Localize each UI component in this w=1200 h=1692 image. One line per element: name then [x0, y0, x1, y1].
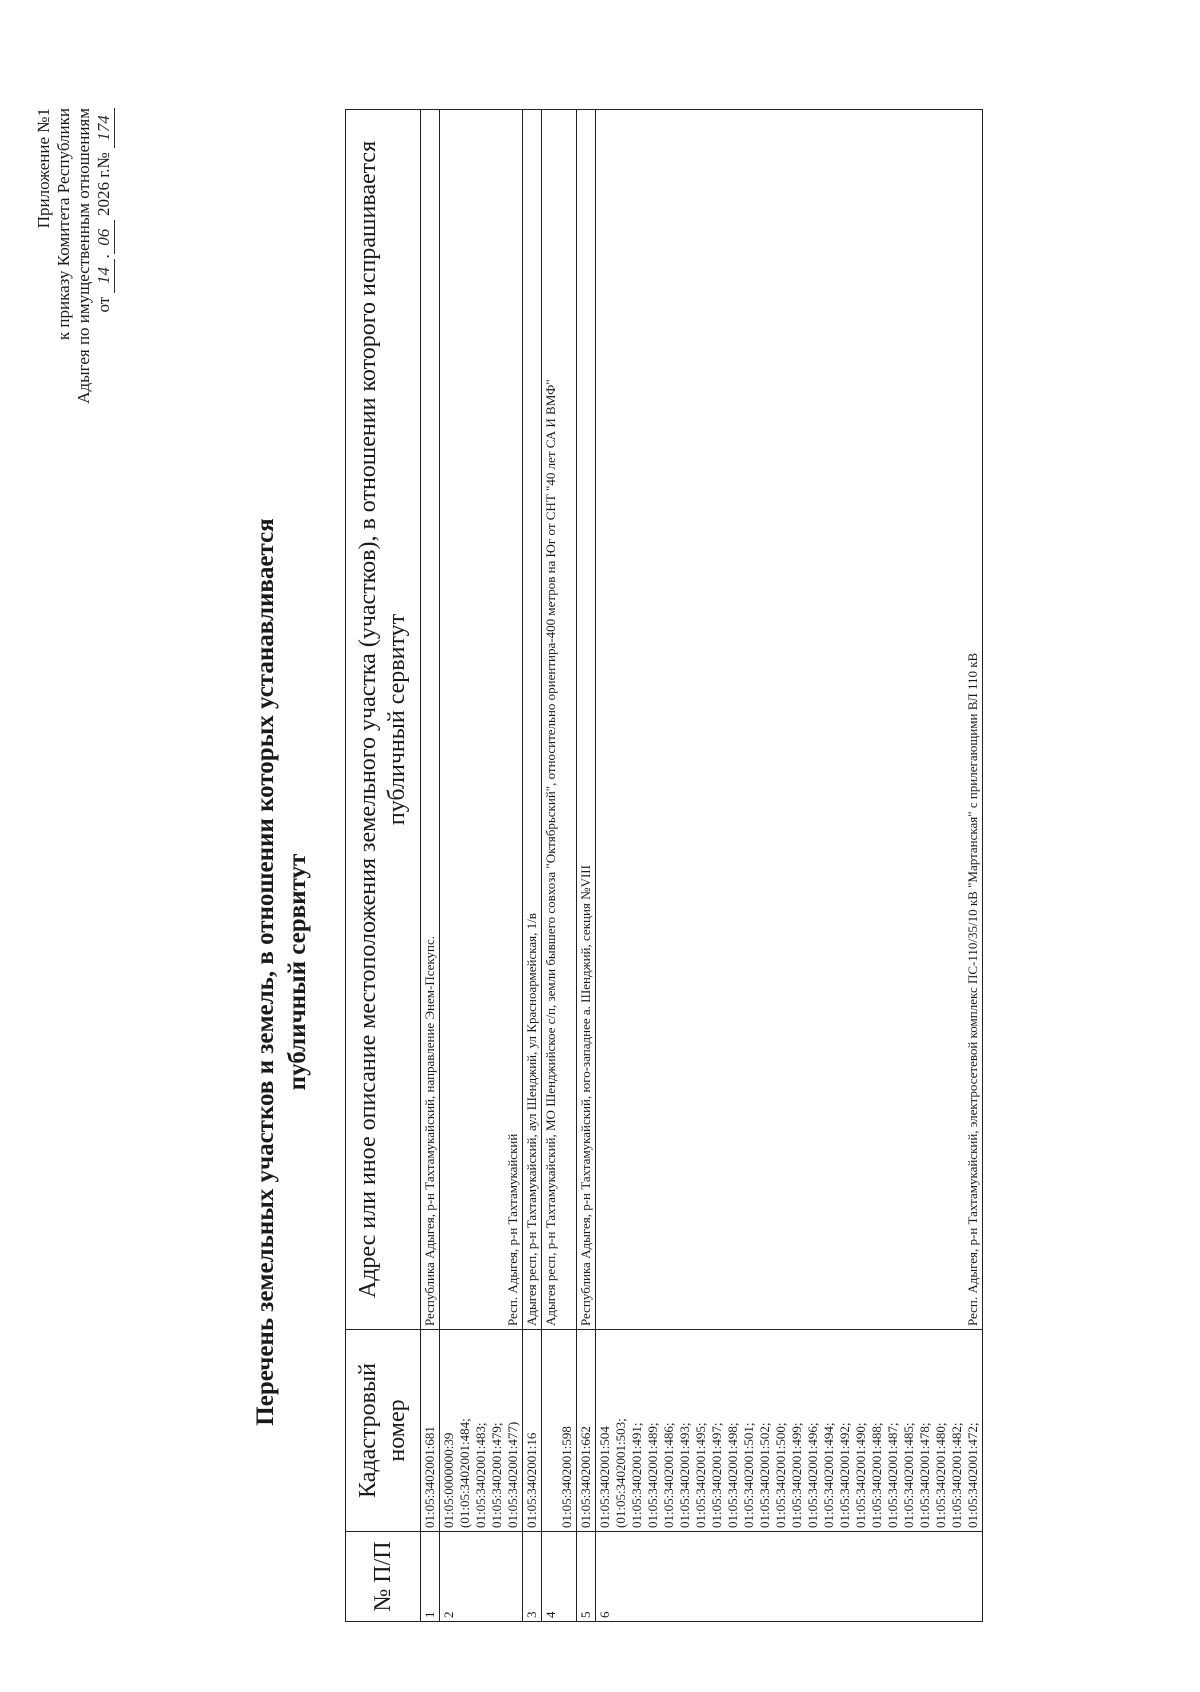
header-cadastral-number: Кадастровый номер — [346, 1330, 421, 1532]
cadastral-number-cell — [440, 1330, 523, 1532]
cadastral-number: 01:05:3402001:598 — [559, 1426, 574, 1528]
document-title-line1: Перечень земельных участков и земель, в отношении которых устанавливается — [252, 518, 279, 1426]
cadastral-number: 01:05:3402001:472; — [965, 1422, 980, 1528]
cadastral-number: 01:05:3402001:502; — [757, 1422, 772, 1528]
land-plots-table — [345, 109, 983, 1622]
cadastral-number: 01:05:3402001:497; — [709, 1422, 724, 1528]
table-row — [577, 110, 596, 1622]
row-number: 1 — [421, 1532, 440, 1622]
cadastral-number — [543, 1333, 559, 1528]
cadastral-number: 01:05:3402001:490; — [853, 1422, 868, 1528]
address-cell — [421, 110, 440, 1330]
document-title — [250, 422, 314, 1522]
cadastral-number: 01:05:3402001:488; — [869, 1422, 884, 1528]
address-cell — [542, 110, 577, 1330]
cadastral-number: 01:05:3402001:483; — [473, 1422, 488, 1528]
order-date-line: от 14.06 2026 г.№ 174 — [94, 108, 115, 404]
cadastral-number: 01:05:3402001:495; — [693, 1422, 708, 1528]
cadastral-number: 01:05:3402001:478; — [917, 1422, 932, 1528]
address-text: Адыгея респ, р-н Тахтамукайский, МО Шенджийское с/п, земли бывшего совхоза "Октябрьский", относительно ориентира-400 метров на Юг от СНТ "40 лет СА И ВМФ" — [543, 379, 558, 1326]
order-reference: к приказу Комитета Республики — [54, 108, 73, 341]
cadastral-number: 01:05:3402001:16 — [524, 1432, 539, 1528]
address-cell — [596, 110, 983, 1330]
table-header-row — [346, 110, 421, 1622]
row-number: 4 — [542, 1532, 577, 1622]
cadastral-number-cell — [577, 1330, 596, 1532]
cadastral-number: 01:05:3402001:486; — [661, 1422, 676, 1528]
document-title-line2: публичный сервитут — [284, 853, 311, 1091]
cadastral-number: 01:05:3402001:500; — [773, 1422, 788, 1528]
cadastral-number-cell — [596, 1330, 983, 1532]
cadastral-number: 01:05:3402001:477) — [505, 1421, 520, 1528]
table-row — [596, 110, 983, 1622]
appendix-header — [34, 108, 115, 404]
cadastral-number: 01:05:3402001:492; — [837, 1422, 852, 1528]
cadastral-number: 01:05:0000000:39 — [441, 1432, 456, 1528]
header-address: Адрес или иное описание местоположения земельного участка (участков), в отношении которого испрашивается публичный сервитут — [346, 110, 421, 1330]
date-prefix: от — [94, 296, 113, 313]
table-row — [421, 110, 440, 1622]
cadastral-number: 01:05:3402001:489; — [645, 1422, 660, 1528]
cadastral-number: 01:05:3402001:496; — [805, 1422, 820, 1528]
address-cell — [440, 110, 523, 1330]
address-text: Республика Адыгея, р-н Тахтамукайский, направление Энем-Псекупс. — [422, 935, 437, 1326]
committee-name: Адыгея по имущественным отношениям — [74, 108, 93, 404]
cadastral-number-cell — [421, 1330, 440, 1532]
cadastral-number: 01:05:3402001:479; — [489, 1422, 504, 1528]
date-month-handwritten: 06 — [94, 220, 115, 254]
row-number: 3 — [523, 1532, 542, 1622]
cadastral-number: 01:05:3402001:498; — [725, 1422, 740, 1528]
row-number: 5 — [577, 1532, 596, 1622]
date-day-handwritten: 14 — [94, 259, 115, 293]
address-text: Адыгея респ, р-н Тахтамукайский, аул Шенджий, ул Красноармейская, 1/в — [524, 913, 539, 1326]
cadastral-number: 01:05:3402001:681 — [422, 1426, 437, 1528]
row-number: 6 — [596, 1532, 983, 1622]
cadastral-number: (01:05:3402001:503; — [613, 1418, 628, 1528]
table-row — [542, 110, 577, 1622]
cadastral-number-cell — [542, 1330, 577, 1532]
address-text-bottom: Респ. Адыгея, р-н Тахтамукайский, электросетевой комплекс ПС-110/35/10 кВ "Мартанская" с прилегающими ВЛ 110 кВ — [965, 652, 980, 1326]
table-row — [523, 110, 542, 1622]
cadastral-number: 01:05:3402001:499; — [789, 1422, 804, 1528]
header-number: № П/П — [346, 1532, 421, 1622]
cadastral-number: 01:05:3402001:493; — [677, 1422, 692, 1528]
cadastral-number: 01:05:3402001:504 — [597, 1426, 612, 1528]
table-row — [440, 110, 523, 1622]
address-cell — [523, 110, 542, 1330]
appendix-label: Приложение №1 — [34, 108, 53, 229]
cadastral-number: (01:05:3402001:484; — [457, 1418, 472, 1528]
cadastral-number: 01:05:3402001:491; — [629, 1422, 644, 1528]
cadastral-number: 01:05:3402001:485; — [901, 1422, 916, 1528]
date-year-suffix: 2026 г.№ — [94, 152, 113, 217]
cadastral-number: 01:05:3402001:482; — [949, 1422, 964, 1528]
cadastral-number: 01:05:3402001:662 — [578, 1426, 593, 1528]
address-text-bottom: Респ. Адыгея, р-н Тахтамукайский — [505, 1133, 520, 1326]
cadastral-number: 01:05:3402001:494; — [821, 1422, 836, 1528]
cadastral-number-cell — [523, 1330, 542, 1532]
address-text: Республика Адыгея, р-н Тахтамукайский, юго-западнее а. Шенджий, секция №VIII — [578, 865, 593, 1326]
order-number-handwritten: 174 — [94, 108, 115, 148]
cadastral-number: 01:05:3402001:480; — [933, 1422, 948, 1528]
cadastral-number: 01:05:3402001:487; — [885, 1422, 900, 1528]
row-number: 2 — [440, 1532, 523, 1622]
address-cell — [577, 110, 596, 1330]
cadastral-number: 01:05:3402001:501; — [741, 1422, 756, 1528]
table-body — [421, 110, 983, 1622]
